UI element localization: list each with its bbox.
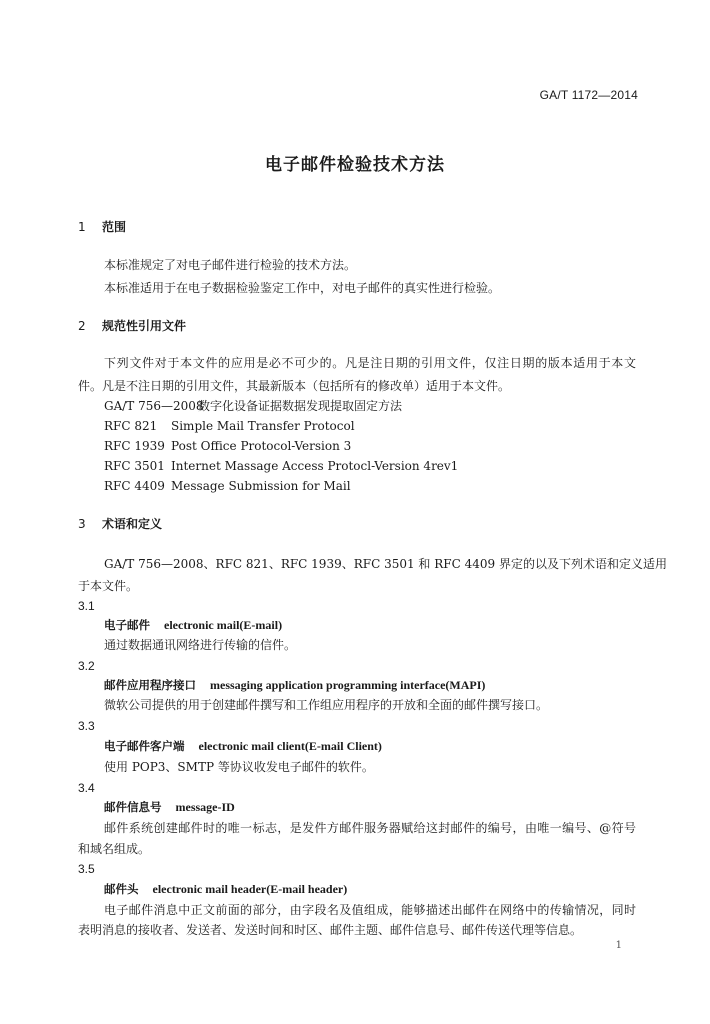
term-cn: 邮件应用程序接口 bbox=[104, 678, 196, 692]
paragraph: GA/T 756—2008、RFC 821、RFC 1939、RFC 3501 和 RFC 4409 界定的以及下列术语和定义适用 bbox=[104, 557, 667, 571]
term-heading bbox=[104, 617, 282, 633]
reference-item bbox=[104, 398, 402, 414]
reference-code: GA/T 756—2008 bbox=[104, 399, 204, 413]
term-heading bbox=[104, 799, 235, 815]
term-cn: 邮件头 bbox=[104, 882, 139, 896]
document-title: 电子邮件检验技术方法 bbox=[265, 155, 445, 175]
section-number: 1 bbox=[78, 220, 86, 234]
paragraph: 于本文件。 bbox=[78, 579, 139, 593]
section-title: 规范性引用文件 bbox=[102, 319, 187, 333]
reference-code: RFC 4409 bbox=[104, 479, 165, 493]
term-number: 3.2 bbox=[78, 659, 95, 673]
term-cn: 电子邮件 bbox=[104, 618, 150, 632]
term-definition: 微软公司提供的用于创建邮件撰写和工作组应用程序的开放和全面的邮件撰写接口。 bbox=[104, 698, 549, 712]
term-number: 3.1 bbox=[78, 599, 95, 613]
term-en: message-ID bbox=[175, 800, 235, 814]
reference-title: Message Submission for Mail bbox=[171, 479, 351, 493]
reference-title: Internet Massage Access Protocl-Version 4rev1 bbox=[171, 459, 459, 473]
term-definition: 通过数据通讯网络进行传输的信件。 bbox=[104, 638, 297, 652]
term-number: 3.5 bbox=[78, 862, 95, 876]
reference-title: 数字化设备证据数据发现提取固定方法 bbox=[198, 399, 403, 413]
paragraph: 件。凡是不注日期的引用文件，其最新版本（包括所有的修改单）适用于本文件。 bbox=[78, 379, 511, 393]
reference-code: RFC 3501 bbox=[104, 459, 165, 473]
term-en: electronic mail client(E-mail Client) bbox=[198, 739, 382, 753]
term-definition: 表明消息的接收者、发送者、发送时间和时区、邮件主题、邮件信息号、邮件传送代理等信息。 bbox=[78, 923, 583, 937]
section-number: 2 bbox=[78, 319, 86, 333]
term-definition: 电子邮件消息中正文前面的部分，由字段名及值组成，能够描述出邮件在网络中的传输情况，同时 bbox=[104, 903, 636, 917]
paragraph: 本标准规定了对电子邮件进行检验的技术方法。 bbox=[104, 258, 357, 272]
section-number: 3 bbox=[78, 517, 86, 531]
reference-code: RFC 1939 bbox=[104, 439, 165, 453]
paragraph: 本标准适用于在电子数据检验鉴定工作中，对电子邮件的真实性进行检验。 bbox=[104, 281, 501, 295]
term-en: electronic mail(E-mail) bbox=[164, 618, 283, 632]
reference-title: Post Office Protocol-Version 3 bbox=[171, 439, 352, 453]
section-1-heading bbox=[78, 219, 126, 235]
term-number: 3.4 bbox=[78, 781, 95, 795]
paragraph: 下列文件对于本文件的应用是必不可少的。凡是注日期的引用文件，仅注日期的版本适用于本文 bbox=[104, 356, 636, 370]
term-definition: 和域名组成。 bbox=[78, 842, 151, 856]
section-title: 术语和定义 bbox=[102, 517, 163, 531]
term-number: 3.3 bbox=[78, 719, 95, 733]
reference-item bbox=[104, 418, 355, 434]
term-en: electronic mail header(E-mail header) bbox=[152, 882, 348, 896]
term-cn: 电子邮件客户端 bbox=[104, 739, 185, 753]
term-cn: 邮件信息号 bbox=[104, 800, 162, 814]
page-number: 1 bbox=[615, 940, 622, 951]
section-2-heading bbox=[78, 318, 186, 334]
term-heading bbox=[104, 677, 485, 693]
term-definition: 使用 POP3、SMTP 等协议收发电子邮件的软件。 bbox=[104, 760, 374, 774]
reference-code: RFC 821 bbox=[104, 419, 158, 433]
section-3-heading bbox=[78, 516, 162, 532]
reference-item bbox=[104, 438, 351, 454]
term-heading bbox=[104, 881, 347, 897]
section-title: 范围 bbox=[102, 220, 127, 234]
reference-item bbox=[104, 478, 351, 494]
term-heading bbox=[104, 738, 382, 754]
term-definition: 邮件系统创建邮件时的唯一标志，是发件方邮件服务器赋给这封邮件的编号，由唯一编号、@符号 bbox=[104, 821, 636, 835]
reference-title: Simple Mail Transfer Protocol bbox=[171, 419, 355, 433]
standard-code: GA/T 1172—2014 bbox=[539, 88, 638, 102]
term-en: messaging application programming interface(MAPI) bbox=[210, 678, 486, 692]
reference-item bbox=[104, 458, 458, 474]
